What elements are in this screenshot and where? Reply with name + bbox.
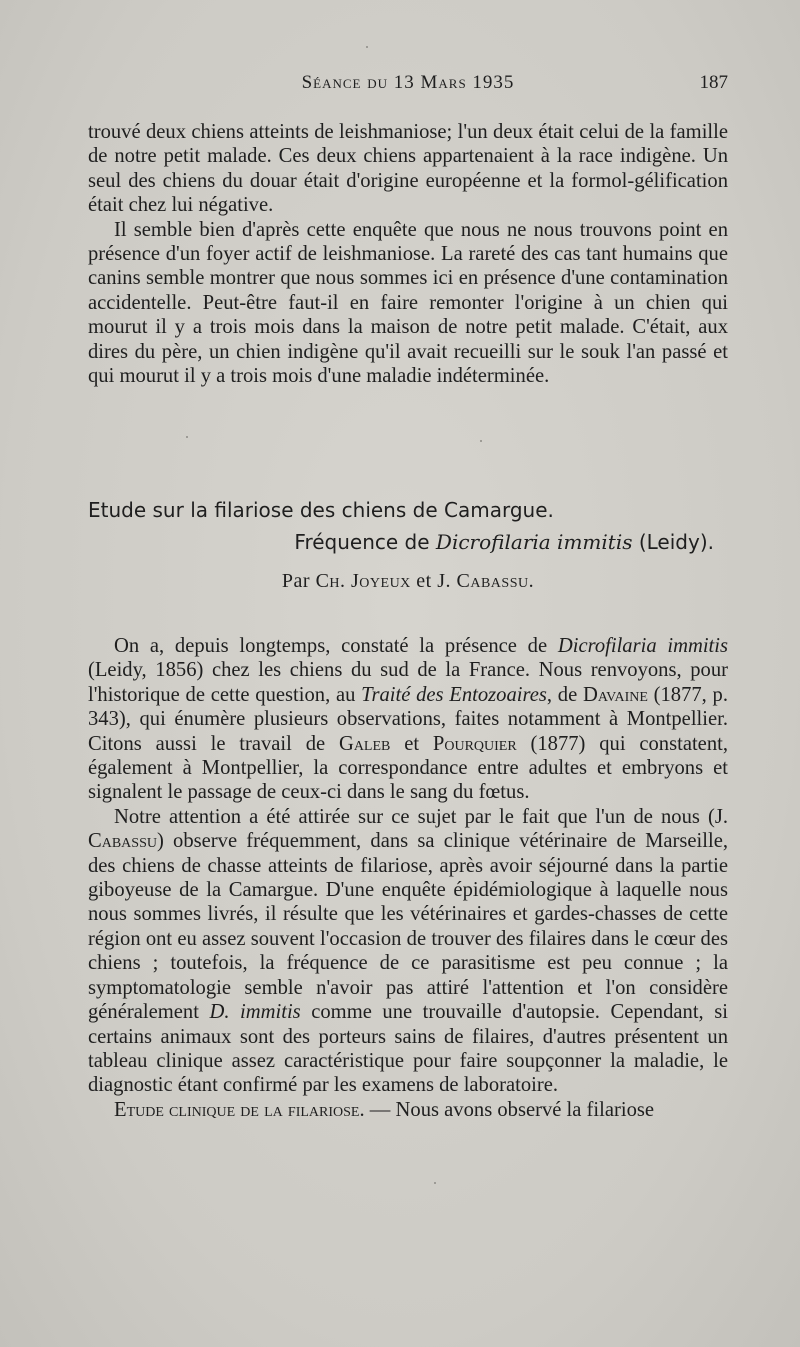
page-number: 187: [699, 72, 728, 93]
author-name: Ch. Joyeux: [315, 570, 411, 592]
article-title: [88, 494, 728, 558]
authors-prefix: Par: [281, 570, 316, 592]
running-title: Séance du 13 Mars 1935: [301, 72, 515, 93]
paragraph: [88, 805, 728, 1098]
article-title-line1: Etude sur la filariose des chiens de Camargue.: [88, 498, 554, 522]
species-name: D. immitis: [209, 1001, 301, 1024]
author-ref: Pourquier: [432, 732, 517, 755]
authors-join: et: [410, 570, 438, 592]
paragraph: Il semble bien d'après cette enquête que nous ne nous trouvons point en présence d'un foyer actif de leishmaniose. La rareté des cas tant humains que canins semble montrer que nous sommes ici en présence d'une contamination accidentelle. Peut-être faut-il en faire remonter l'origine à un chien qui mourut il y a trois mois dans la maison de notre petit malade. C'était, aux dires du père, un chien indigène qu'il avait recueilli sur le souk l'an passé et qui mourut il y a trois mois d'une maladie indéterminée.: [88, 218, 728, 388]
text-run: Notre attention a été attirée sur ce sujet par le fait que l'un de nous (J.: [114, 805, 728, 828]
running-head: [88, 72, 728, 102]
previous-article-text: [88, 120, 728, 388]
text-run: comme une trouvaille d'autopsie. Cependant, si certains animaux sont des porteurs sains de filaires, d'autres présentent un tableau clinique assez caractéristique pour faire soupçonner la maladie, le diagnostic étant confirmé par les examens de laboratoire.: [88, 1001, 728, 1097]
author-name: J. Cabassu.: [437, 570, 535, 592]
text-run: ) observe fréquemment, dans sa clinique vétérinaire de Marseille, des chiens de chasse atteints de filariose, après avoir séjourné dans la partie giboyeuse de la Camargue. D'une enquête épidémiologique à laquelle nous nous sommes livrés, il résulte que les vétérinaires et gardes-chasses de cette région ont eu assez souvent l'occasion de trouver des filaires dans le cœur des chiens ; toutefois, la fréquence de ce parasitisme est peu connue ; la symptomatologie semble n'avoir pas attiré l'attention et l'on considère généralement: [88, 830, 728, 1024]
text-run: (Leidy, 1856) chez les chiens du sud de la France. Nous renvoyons, pour l'historique de cette question, au: [88, 659, 728, 706]
book-title: Traité des Entozoaires: [361, 683, 547, 706]
author-ref: Galeb: [338, 732, 391, 755]
text-run: On a, depuis longtemps, constaté la présence de: [114, 635, 558, 657]
title-suffix: (Leidy).: [632, 530, 714, 554]
text-run: , de: [546, 683, 583, 706]
text-run: (1877, p. 343), qui énumère plusieurs observations, faites notamment à Montpellier. Citons aussi le travail de: [88, 683, 728, 755]
section-heading: Etude clinique de la filariose.: [114, 1098, 365, 1121]
text-run: et: [390, 732, 433, 755]
article-body: [88, 634, 728, 1122]
authors-line: [88, 570, 728, 593]
paper-speck: [480, 440, 482, 442]
species-name: Dicrofilaria immitis: [435, 530, 633, 554]
paragraph: [88, 1098, 728, 1122]
author-ref: Davaine: [582, 683, 648, 706]
species-name: Dicrofilaria immitis: [557, 635, 728, 657]
article-title-line2: [88, 526, 728, 558]
paper-speck: [186, 436, 188, 438]
paper-speck: [366, 46, 368, 48]
author-ref: Cabassu: [88, 830, 157, 853]
paragraph: trouvé deux chiens atteints de leishmaniose; l'un deux était celui de la famille de notre petit malade. Ces deux chiens appartenaient à la race indigène. Un seul des chiens du douar était d'origine européenne et la formol-gélification était chez lui négative.: [88, 121, 728, 217]
title-prefix: Fréquence de: [294, 530, 436, 554]
paper-speck: [434, 1182, 436, 1184]
text-run: — Nous avons observé la filariose: [364, 1098, 655, 1121]
text-run: (1877) qui constatent, également à Montpellier, la correspondance entre adultes et embryons et signalent le passage de ceux-ci dans le sang du fœtus.: [88, 732, 728, 804]
paragraph: [88, 634, 728, 805]
